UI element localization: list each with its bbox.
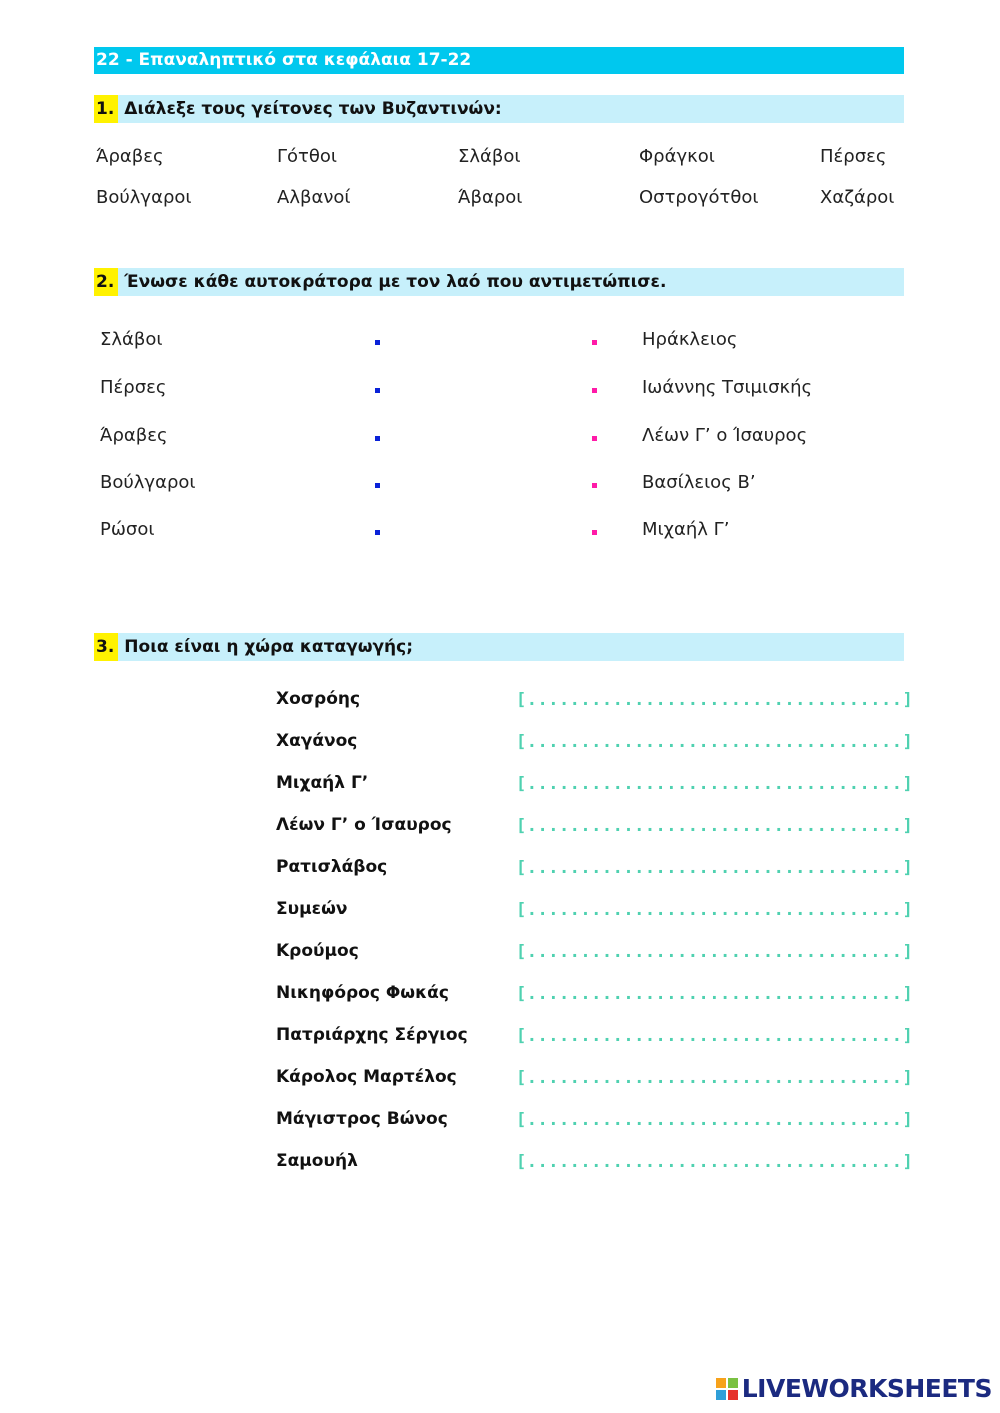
origin-answer-field[interactable]: [...................................] (516, 1152, 914, 1172)
person-name: Μάγιστρος Βώνος (276, 1109, 448, 1129)
match-point-left[interactable] (375, 436, 380, 441)
logo-squares-icon (716, 1378, 738, 1400)
match-point-right[interactable] (592, 483, 597, 488)
person-name: Κρούμος (276, 941, 359, 961)
emperor-label: Μιχαήλ Γ’ (642, 519, 730, 540)
person-name: Χαγάνος (276, 731, 358, 751)
logo-square (716, 1390, 726, 1400)
emperor-label: Ιωάννης Τσιμισκής (642, 377, 813, 398)
liveworksheets-logo (716, 1374, 992, 1403)
origin-answer-field[interactable]: [...................................] (516, 900, 914, 920)
emperor-label: Ηράκλειος (642, 329, 738, 350)
section-1-heading: Διάλεξε τους γείτονες των Βυζαντινών: (124, 99, 502, 119)
neighbor-option[interactable]: Άβαροι (458, 187, 523, 208)
section-3-heading: Ποια είναι η χώρα καταγωγής; (124, 637, 414, 657)
person-name: Νικηφόρος Φωκάς (276, 983, 449, 1003)
match-point-left[interactable] (375, 483, 380, 488)
neighbor-option[interactable]: Βούλγαροι (96, 187, 192, 208)
origin-answer-field[interactable]: [...................................] (516, 1026, 914, 1046)
person-name: Μιχαήλ Γ’ (276, 773, 369, 793)
neighbor-option[interactable]: Πέρσες (820, 146, 887, 167)
origin-answer-field[interactable]: [...................................] (516, 942, 914, 962)
neighbor-option[interactable]: Άραβες (96, 146, 164, 167)
match-point-right[interactable] (592, 388, 597, 393)
match-point-left[interactable] (375, 388, 380, 393)
logo-square (728, 1378, 738, 1388)
section-1-number: 1. (94, 95, 118, 123)
emperor-label: Βασίλειος Β’ (642, 472, 756, 493)
person-name: Λέων Γ’ ο Ίσαυρος (276, 815, 452, 835)
person-name: Κάρολος Μαρτέλος (276, 1067, 457, 1087)
neighbor-option[interactable]: Σλάβοι (458, 146, 521, 167)
people-label: Άραβες (100, 425, 168, 446)
neighbor-option[interactable]: Φράγκοι (639, 146, 715, 167)
neighbor-option[interactable]: Γότθοι (277, 146, 337, 167)
section-2-number: 2. (94, 268, 118, 296)
person-name: Συμεών (276, 899, 348, 919)
section-1-header (94, 95, 904, 123)
origin-answer-field[interactable]: [...................................] (516, 858, 914, 878)
origin-answer-field[interactable]: [...................................] (516, 1068, 914, 1088)
match-point-right[interactable] (592, 340, 597, 345)
origin-answer-field[interactable]: [...................................] (516, 984, 914, 1004)
neighbor-option[interactable]: Οστρογότθοι (639, 187, 759, 208)
logo-text: LIVEWORKSHEETS (741, 1374, 992, 1403)
logo-square (716, 1378, 726, 1388)
section-3-number: 3. (94, 633, 118, 661)
worksheet-title: 22 - Επαναληπτικό στα κεφάλαια 17-22 (94, 47, 904, 74)
people-label: Βούλγαροι (100, 472, 196, 493)
people-label: Πέρσες (100, 377, 167, 398)
match-point-left[interactable] (375, 530, 380, 535)
section-3-header (94, 633, 904, 661)
people-label: Ρώσοι (100, 519, 155, 540)
origin-answer-field[interactable]: [...................................] (516, 732, 914, 752)
origin-answer-field[interactable]: [...................................] (516, 816, 914, 836)
match-point-right[interactable] (592, 436, 597, 441)
logo-square (728, 1390, 738, 1400)
neighbor-option[interactable]: Αλβανοί (277, 187, 351, 208)
person-name: Πατριάρχης Σέργιος (276, 1025, 468, 1045)
emperor-label: Λέων Γ’ ο Ίσαυρος (642, 425, 808, 446)
neighbor-option[interactable]: Χαζάροι (820, 187, 895, 208)
section-2-header (94, 268, 904, 296)
person-name: Σαμουήλ (276, 1151, 358, 1171)
origin-answer-field[interactable]: [...................................] (516, 774, 914, 794)
person-name: Χοσρόης (276, 689, 361, 709)
people-label: Σλάβοι (100, 329, 163, 350)
origin-answer-field[interactable]: [...................................] (516, 690, 914, 710)
origin-answer-field[interactable]: [...................................] (516, 1110, 914, 1130)
section-2-heading: Ένωσε κάθε αυτοκράτορα με τον λαό που αντιμετώπισε. (124, 272, 667, 292)
match-point-right[interactable] (592, 530, 597, 535)
match-point-left[interactable] (375, 340, 380, 345)
person-name: Ρατισλάβος (276, 857, 388, 877)
